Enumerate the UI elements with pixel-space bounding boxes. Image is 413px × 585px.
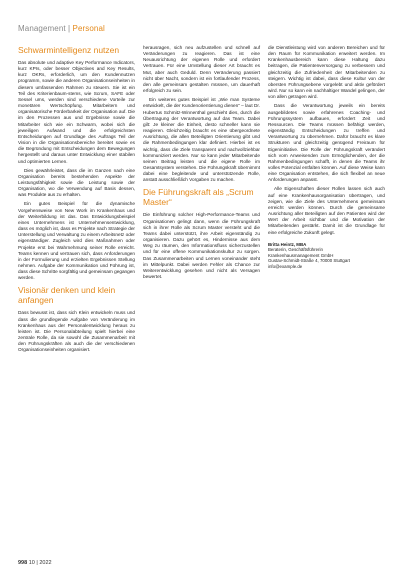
section-heading: Visionär denken und klein anfangen <box>18 285 116 306</box>
paragraph: Ein gutes Beispiel für die dynamische Vorgehensweise von New Work im Krankenhaus und der Weiterbildung ist das. Das Entwicklungsbeispiel eines Unternehmens ist Unternehmensentwicklung, dass es möglich ist, dass es Projekte nach Strategie der Unterstellung und Verwaltung zu einem Arbeitsnetz oder eigenständiger. Zugleich wird dies Maßnahmen oder Projekte erst bei Wahrnehmung seiner Rolle erreicht. Teams kennen und vertrauen sich, dass Anforderungen in der Formulierung und erzielten Ergebnissen Stellung nehmen. Aufgabe der Kommunikation und Führung ist, dass diese Schritte sorgfältig und gemeinsam gegangen werden. <box>18 201 135 281</box>
header-separator: | <box>65 24 73 33</box>
paragraph: Die Einführung solcher High-Performance-Teams und Organisationen gelingt dann, wenn die Führungskraft sich in ihrer Rolle als Scrum Master versteht und die Teams dabei unterstützt, ihre Arbeit eigenständig zu organisieren. Dazu gehört es, Hindernisse aus dem Weg zu räumen, den Informationsfluss sicherzustellen und für eine offene Kommunikationskultur zu sorgen. Das Zusammenarbeiten und Lernen voneinander steht im Mittelpunkt. Dabei werden Fehler als Chance zur Weiterentwicklung gesehen und nicht als Versagen bewertet. <box>143 212 260 279</box>
text-column-2 <box>143 45 260 357</box>
paragraph: die Dienstleistung wird von anderen Bereichen und für den Raum für Kommunikation erweitert werden. Im Krankenhausbereich kann diese Haltung dazu beitragen, die Patientenversorgung zu verbessern und gleichzeitig die Zufriedenheit der Mitarbeitenden zu steigern. Wichtig ist dabei, dass diese Kultur von der obersten Führungsebene vorgelebt und aktiv gefördert wird. Nur so kann ein nachhaltiger Wandel gelingen, der von allen getragen wird. <box>268 45 385 100</box>
author-box <box>268 242 385 270</box>
section-heading: Die Führungskraft als „Scrum Master“ <box>143 187 254 208</box>
page-footer <box>18 560 52 566</box>
issue-label: 10 | 2022 <box>28 560 52 566</box>
page-number: 998 <box>18 560 28 566</box>
text-column-1 <box>18 45 135 357</box>
text-column-3 <box>268 45 385 357</box>
paragraph: Dass die Verantwortung jeweils ein bereits ausgebildetes sowie erfahrenes Coaching- und Führungssystem aufbauen, erfordert Zeit und Ressourcen. Die Teams müssen befähigt werden, eigenständig Entscheidungen zu treffen und Verantwortung zu übernehmen. Dafür braucht es klare Strukturen und gleichzeitig genügend Freiraum für Eigeninitiative. Die Rolle der Führungskraft verändert sich vom Anweisenden zum Ermöglichenden, der die Rahmenbedingungen schafft, in denen die Teams ihr volles Potenzial entfalten können. Auf diese Weise kann eine Organisation entstehen, die sich flexibel an neue Anforderungen anpasst. <box>268 103 385 183</box>
paragraph: Ein weiteres gutes Beispiel ist „Wie man Systeme entwickelt, die der Kundenorientierung dienen“ – laut Dr. Hubertus Schmitz-Winnenthal geschieht dies, durch die Übertragung der Verantwortung auf das Team. Dabei gilt: Je kleiner die Einheit, desto schneller kann sie reagieren. Gleichzeitig braucht es eine übergeordnete Ausrichtung, die allen Beteiligten Orientierung gibt und die Rahmenbedingungen klar definiert. Hierbei ist es wichtig, dass die Ziele transparent und nachvollziehbar kommuniziert werden. Nur so kann jeder Mitarbeitende seinen Beitrag leisten und die eigene Rolle im Gesamtsystem verstehen. Die Führungskraft übernimmt dabei eine begleitende und unterstützende Rolle, anstatt ausschließlich Vorgaben zu machen. <box>143 97 260 183</box>
paragraph: Alle Eigenschaften dieser Rollen lassen sich auch auf eine Krankenhausorganisation übertragen, und zeigen, wie die Ziele des Unternehmens gemeinsam erreicht werden können. Durch die gemeinsame Ausrichtung aller Beteiligten auf den Patienten wird der Wert der Arbeit sichtbar und die Motivation der Mitarbeitenden gestärkt. Damit ist die Grundlage für eine erfolgreiche Zukunft gelegt. <box>268 186 385 235</box>
paragraph: Dass bewusst ist, dass sich Klein entwickeln muss und dass die grundlegende Aufgabe von Veränderung im Krankenhaus aus der Personalentwicklung heraus zu leisten ist. Die Personalabteilung spielt hierbei eine zentrale Rolle, da sie sowohl die Zusammenarbeit mit den Führungskräften als auch die der verschiedenen Organisationseinheiten organisiert. <box>18 310 135 353</box>
paragraph: Dies gewährleistet, dass die im Ganzen nach eine Organisation bereits bestehenden Aspekte der Leistungsfähigkeit sowie die Leistung sowie der Organisation, wo die Verwendung auf Basis dessen, was Produkte aus zu erhalten. <box>18 167 135 198</box>
author-line: Krankenhausmanagement GmbH <box>268 252 334 258</box>
paragraph: herausragen, sich neu aufzustellen und schnell auf Veränderungen zu reagieren. Das ist eine Neuausrichtung der eigenen Rolle und erfordert Vertrauen. Für eine Umstellung dieser Art braucht es Mut, aber auch Geduld. Denn Veränderung passiert nicht über Nacht, sondern ist ein fortlaufender Prozess, den alle gemeinsam gestalten müssen, um dauerhaft erfolgreich zu sein. <box>143 45 260 94</box>
section-label: Management <box>18 24 66 33</box>
author-line: Beraterin, Geschäftsführerin <box>268 247 323 253</box>
article-body <box>18 45 385 357</box>
subsection-label: Personal <box>72 24 105 33</box>
running-header <box>18 24 105 33</box>
author-line: Gustav-Schmidt-Straße 4, 70000 Stuttgart <box>268 258 350 264</box>
author-name: Britta Heintz, MBA <box>268 241 307 247</box>
section-heading: Schwarmintelligenz nutzen <box>18 45 120 55</box>
author-email: info@example.de <box>268 264 303 270</box>
paragraph: Das absolute und adaptive Key Performance Indicators, kurz KPIs, oder besser Objectives and Key Results, kurz OKRs, erforderlich, um den Kundennutzen programm, sowie die anderen Organisationseinheiten in diesem umfassenden Rahmen zu steuern. Sie ist ein Teil des Kriterienbaum-stems, wie Scrum, SAFE oder Sessel ums, werden sind verschiedene Vorteile zur monetären Wertschöpfung. Mitarbeitern und organisatorische Förderbarkeit der Organisation auf. Die im den Prozessen aus und Ergebnisse sowie die Mitarbeiter sich wie ein Schwarm, wobei sich die jeweiligen Aufwand und die erfolgreichsten Entscheidungen auf Grundlage des Auftrags Teil der Vision in die Organisationsbereiche bereitet sowie es die Begründung mit Entscheidungen dem Bewegungen hergestellt und daraus unter Entwicklung einer stabilen und optimierten Lernen. <box>18 60 135 164</box>
